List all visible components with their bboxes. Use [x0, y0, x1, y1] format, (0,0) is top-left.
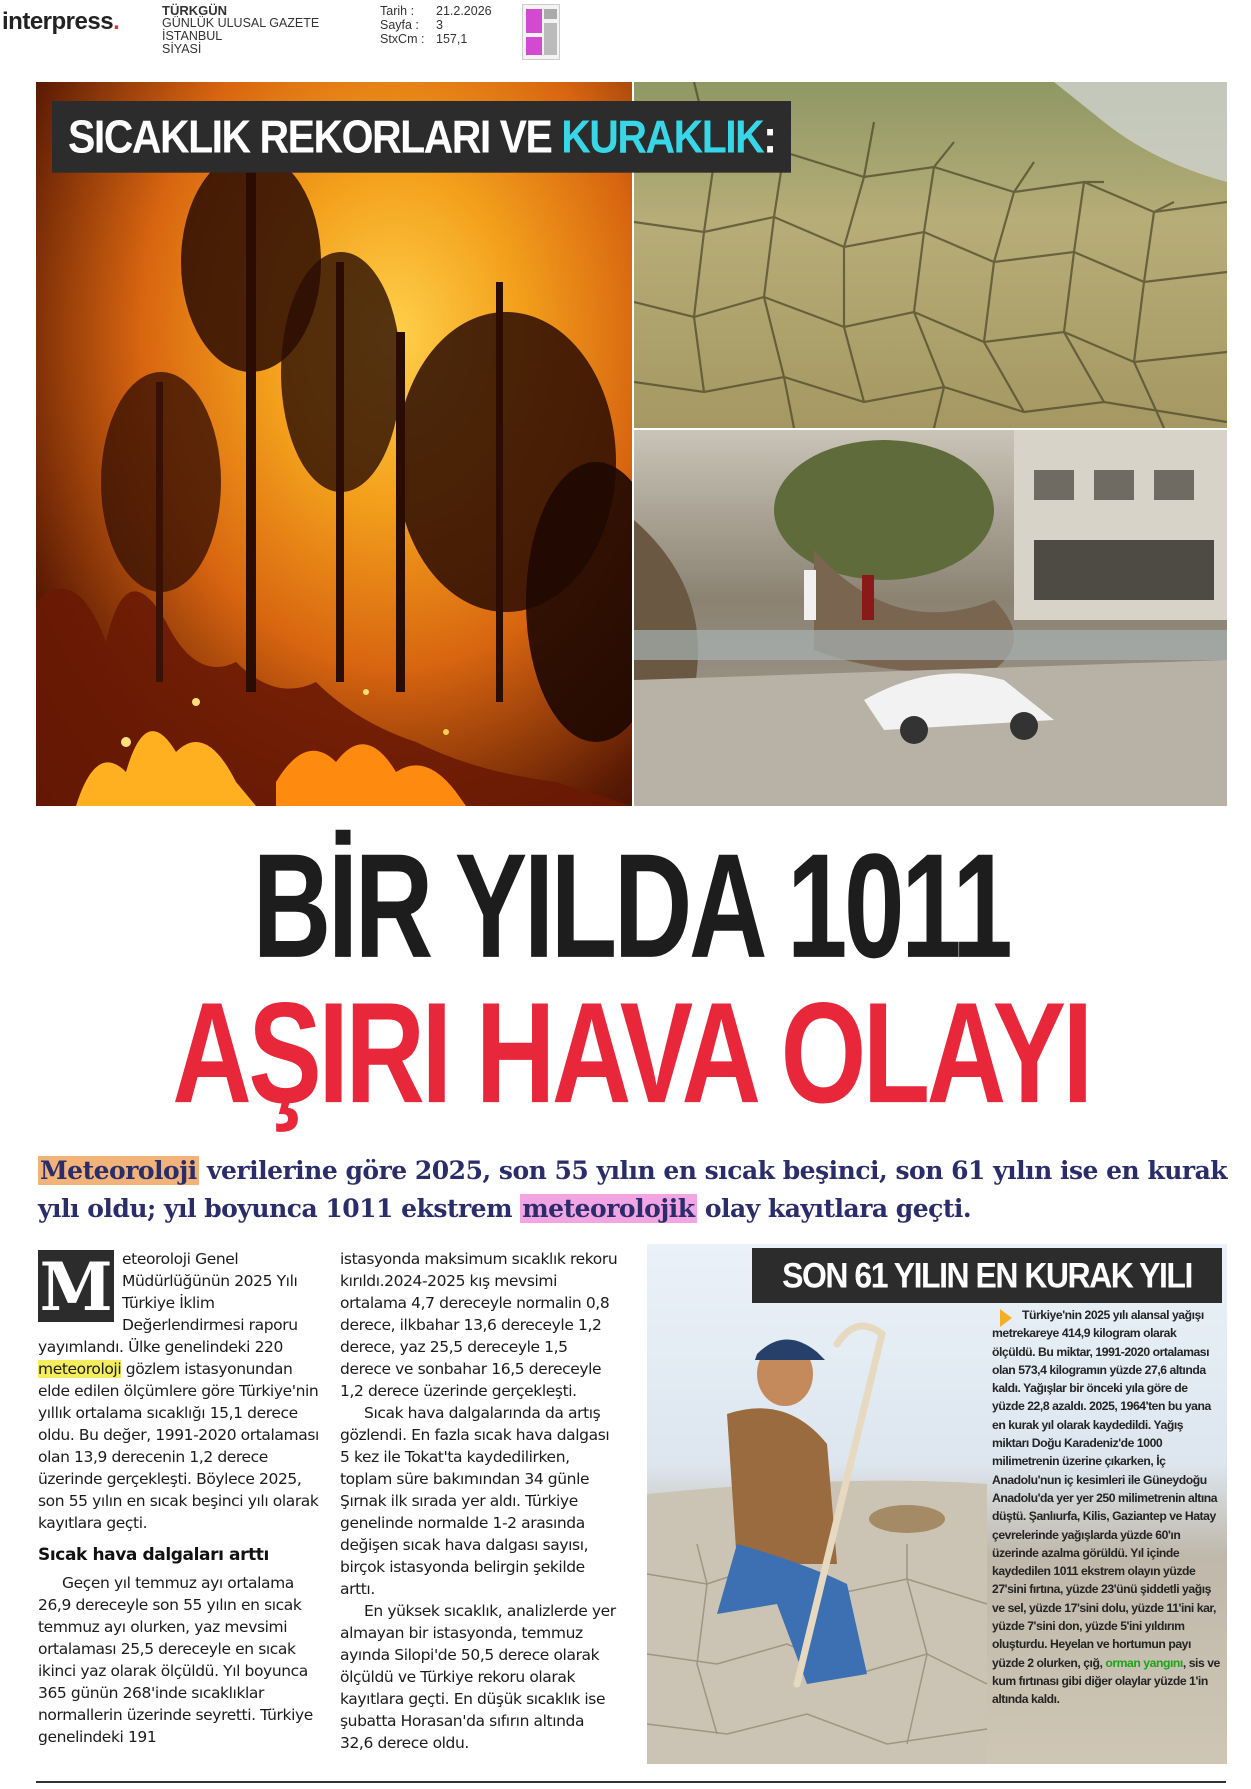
forest-fire-illustration	[36, 82, 632, 806]
kicker-label: SICAKLIK REKORLARI VE KURAKLIK:	[52, 101, 791, 173]
drop-cap: M	[39, 1248, 113, 1326]
body-column-2	[340, 1248, 620, 1754]
body-paragraph-1: eteoroloji Genel Müdürlüğünün 2025 Yılı Türkiye İklim Değerlendirmesi raporu yayımlandı. Ülke genelindeki 220 meteoroloji gözlem istasyonundan elde edilen ölçümlere göre Türkiye'nin yıllık ortalama sıcaklığı 15,1 derece oldu. Bu değer, 1991-2020 ortalaması olan 13,9 derecenin 1,2 derece üzerinde gerçekleşti. Böylece 2025, son 55 yılın en sıcak beşinci yılı olarak kayıtlara geçti.	[38, 1250, 319, 1532]
paper-name: TÜRKGÜN	[162, 3, 227, 18]
clipping-meta	[380, 4, 492, 46]
kicker-highlight: KURAKLIK	[561, 111, 764, 163]
body-paragraph-4: Sıcak hava dalgalarında da artış gözlendi. En fazla sıcak hava dalgası 5 kez ile Tokat'ta kaydedilirken, toplam süre bakımından 34 günle Şırnak ilk sırada yer aldı. Türkiye genelinde normalde 1-2 arasında değişen sıcak hava dalgası sayısı, birçok istasyonda belirgin şekilde arttı.	[340, 1404, 610, 1598]
body-paragraph-5: En yüksek sıcaklık, analizlerde yer almayan bir istasyonda, temmuz ayında Silopi'de 50,5 derece olarak ölçüldü ve Türkiye rekoru olarak kayıtlara geçti. En düşük sıcaklık ise şubatta Horasan'da sıfırın altında 32,6 derece oldu.	[340, 1602, 616, 1752]
body-paragraph-3: istasyonda maksimum sıcaklık rekoru kırıldı.2024-2025 kış mevsimi ortalama 4,7 dereceyle normalin 0,8 derece, ilkbahar 13,6 dereceyle 1,2 derece, yaz 25,5 dereceyle 1,5 derece ve sonbahar 16,5 dereceyle 1,2 derece üzerinde gerçekleşti.	[340, 1250, 618, 1400]
box-title: SON 61 YILIN EN KURAK YILI	[752, 1248, 1222, 1303]
paper-info	[162, 4, 319, 56]
paper-line: SİYASİ	[162, 42, 202, 56]
box-mark-orman-yangini: orman yangını	[1105, 1655, 1183, 1670]
body-paragraph-2: Geçen yıl temmuz ayı ortalama 26,9 dereceyle son 55 yılın en sıcak temmuz ayı olurken, yaz mevsimi ortalaması 25,5 dereceyle en sıcak ikinci yaz olarak ölçüldü. Yıl boyunca 365 günün 268'inde sıcaklıklar normallerin üzerinde seyretti. Türkiye genelindeki 191	[38, 1574, 313, 1746]
paper-line: İSTANBUL	[162, 29, 223, 43]
bottom-rule	[36, 1781, 1226, 1783]
flood-aftermath-illustration	[634, 430, 1227, 806]
paper-line: GÜNLÜK ULUSAL GAZETE	[162, 16, 320, 30]
forest-fire-photo	[36, 82, 632, 806]
box-text: Türkiye'nin 2025 yılı alansal yağışı metrekareye 414,9 kilogram olarak ölçüldü. Bu miktar, 1991-2020 ortalaması olan 573,4 kilogramın yüzde 27,6 altında kaldı. Yağışlar bir önceki yıla göre de yüzde 22,8 azaldı. 2025, 1964'ten bu yana en kurak yıl olarak kaydedildi. Yağış miktarı Doğu Karadeniz'de 1000 milimetrenin üzerine çıkarken, İç Anadolu'nun iç kesimleri ile Güneydoğu Anadolu'da yer yer 250 milimetrenin altına düştü. Şanlıurfa, Kilis, Gaziantep ve Hatay çevrelerinde yağışlarda yüzde 60'ın üzerinde azalma görüldü. Yıl içinde kaydedilen 1011 ekstrem olayın yüzde 27'sini fırtına, yüzde 23'ünü şiddetli yağış ve sel, yüzde 17'sini dolu, yüzde 11'ini kar, yüzde 7'sini don, yüzde 5'ini yıldırım oluşturdu. Heyelan ve hortumun payı yüzde 2 olurken, çığ, orman yangını, sis ve kum fırtınası gibi diğer olaylar yüzde 1'in altında kaldı.	[992, 1308, 1220, 1707]
headline-line-1: BİR YILDA 1011	[252, 823, 1010, 990]
flood-aftermath-photo	[634, 430, 1227, 806]
meta-date: Tarih : 21.2.2026	[380, 4, 492, 18]
spot-text: Meteoroloji verilerine göre 2025, son 55 yılın en sıcak beşinci, son 61 yılın ise en kurak yılı oldu; yıl boyunca 1011 ekstrem meteorolojik olay kayıtlara geçti.	[38, 1156, 1228, 1223]
body-mark-meteoroloji: meteoroloji	[38, 1360, 122, 1378]
spot-mark-meteorolojik: meteorolojik	[522, 1194, 695, 1223]
interpress-logo: interpress.	[2, 8, 120, 35]
spot-mark-meteoroloji: Meteoroloji	[40, 1156, 197, 1185]
subheading: Sıcak hava dalgaları arttı	[38, 1545, 269, 1565]
meta-stxcm: StxCm : 157,1	[380, 32, 468, 46]
headline-line-2: AŞIRI HAVA OLAYI	[172, 973, 1090, 1134]
meta-page: Sayfa : 3	[380, 18, 443, 32]
clipping-header	[0, 0, 1251, 68]
page-thumbnail	[522, 4, 560, 60]
body-column-1	[38, 1248, 320, 1748]
